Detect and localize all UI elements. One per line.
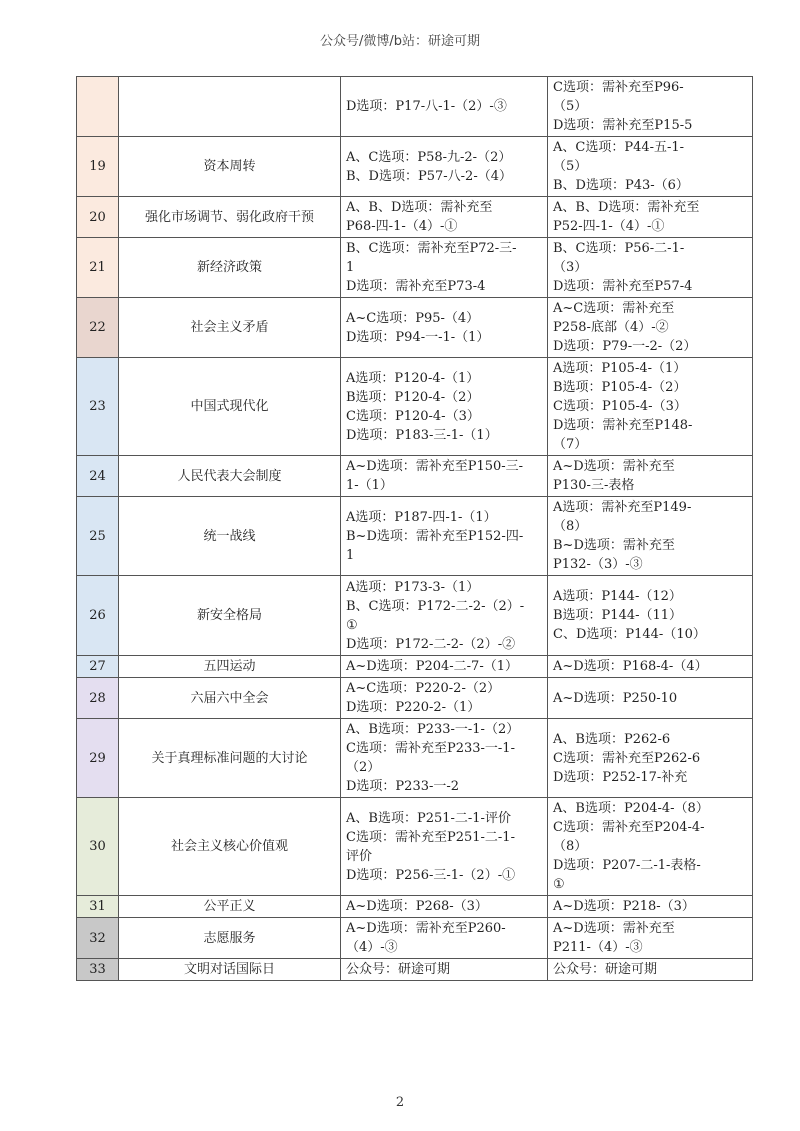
option-ref-line: A、B选项：P251-二-1-评价	[346, 810, 511, 826]
option-ref-cell-b	[548, 456, 753, 497]
option-ref-line: D选项：需补充至P73-4	[346, 279, 486, 294]
option-ref-line: C选项：需补充至P251-二-1-	[346, 829, 515, 845]
option-ref-cell-b	[548, 137, 753, 197]
table-row	[77, 656, 753, 678]
option-ref-line: A、C选项：P44-五-1-	[553, 140, 685, 155]
table-row	[77, 238, 753, 298]
option-ref-line: ①	[346, 617, 358, 633]
topic-cell: 新安全格局	[119, 576, 341, 656]
option-ref-line: C选项：需补充至P233-一-1-	[346, 741, 515, 756]
table-row	[77, 678, 753, 719]
option-ref-line: D选项：需补充至P57-4	[553, 279, 693, 294]
option-ref-line: D选项：P17-八-1-（2）-③	[346, 99, 507, 114]
option-ref-line: A~D选项：需补充至P150-三-	[346, 459, 524, 474]
topic-cell: 文明对话国际日	[119, 959, 341, 981]
table-row	[77, 959, 753, 981]
option-ref-line: 1-（1）	[346, 478, 393, 493]
option-ref-cell-b	[548, 798, 753, 896]
option-ref-cell-a	[341, 456, 548, 497]
option-ref-line: P258-底部（4）-②	[553, 320, 669, 335]
option-ref-line: C选项：需补充至P262-6	[553, 750, 701, 766]
table-row	[77, 137, 753, 197]
option-ref-cell-a	[341, 719, 548, 798]
topic-cell: 资本周转	[119, 137, 341, 197]
topic-cell: 新经济政策	[119, 238, 341, 298]
table-row	[77, 456, 753, 497]
option-ref-line: （3）	[553, 260, 588, 275]
option-ref-cell-b	[548, 719, 753, 798]
page-number: 2	[395, 1095, 405, 1110]
option-ref-cell-a	[341, 197, 548, 238]
table-row	[77, 798, 753, 896]
row-number: 21	[77, 238, 119, 298]
option-ref-line: B、C选项：需补充至P72-三-	[346, 241, 517, 256]
answer-reference-table	[76, 76, 753, 981]
option-ref-line: D选项：P256-三-1-（2）-①	[346, 867, 516, 883]
row-number: 25	[77, 497, 119, 576]
option-ref-line: （7）	[553, 437, 588, 452]
option-ref-cell-b	[548, 678, 753, 719]
option-ref-line: C选项：需补充至P96-	[553, 80, 684, 95]
option-ref-line: D选项：P220-2-（1）	[346, 700, 481, 715]
table-row	[77, 77, 753, 137]
option-ref-line: 公众号：研途可期	[553, 962, 658, 977]
topic-cell	[119, 77, 341, 137]
option-ref-cell-a	[341, 298, 548, 358]
table-row	[77, 298, 753, 358]
option-ref-line: A选项：P173-3-（1）	[346, 579, 480, 595]
row-number: 22	[77, 298, 119, 358]
option-ref-cell-b	[548, 238, 753, 298]
option-ref-line: A选项：P120-4-（1）	[346, 370, 480, 386]
option-ref-cell-a	[341, 358, 548, 456]
option-ref-cell-b	[548, 656, 753, 678]
row-number: 30	[77, 798, 119, 896]
row-number: 27	[77, 656, 119, 678]
row-number: 31	[77, 896, 119, 918]
table-row	[77, 358, 753, 456]
row-number: 20	[77, 197, 119, 238]
option-ref-line: P130-三-表格	[553, 478, 635, 493]
option-ref-cell-a	[341, 576, 548, 656]
row-number: 23	[77, 358, 119, 456]
option-ref-line: B选项：P144-（11）	[553, 608, 683, 623]
option-ref-line: A~D选项：P250-10	[553, 690, 678, 706]
table-row	[77, 918, 753, 959]
topic-cell: 六届六中全会	[119, 678, 341, 719]
option-ref-cell-a	[341, 798, 548, 896]
option-ref-line: （5）	[553, 99, 588, 114]
option-ref-cell-a	[341, 497, 548, 576]
row-number: 24	[77, 456, 119, 497]
option-ref-line: A~C选项：需补充至	[553, 301, 675, 316]
option-ref-line: D选项：P94-一-1-（1）	[346, 329, 490, 345]
row-number: 19	[77, 137, 119, 197]
option-ref-line: A、B、D选项：需补充至	[553, 200, 700, 215]
option-ref-line: A、B选项：P262-6	[553, 731, 671, 747]
option-ref-line: B、C选项：P56-二-1-	[553, 241, 685, 256]
option-ref-line: A、C选项：P58-九-2-（2）	[346, 149, 512, 165]
option-ref-line: C、D选项：P144-（10）	[553, 627, 706, 642]
option-ref-line: A~C选项：P95-（4）	[346, 310, 480, 326]
topic-cell: 志愿服务	[119, 918, 341, 959]
topic-cell: 五四运动	[119, 656, 341, 678]
topic-cell: 强化市场调节、弱化政府干预	[119, 197, 341, 238]
option-ref-line: A~D选项：P218-（3）	[553, 899, 695, 914]
option-ref-line: A选项：需补充至P149-	[553, 500, 692, 515]
option-ref-cell-b	[548, 959, 753, 981]
option-ref-line: A~D选项：P168-4-（4）	[553, 659, 708, 674]
option-ref-line: 1	[346, 547, 355, 563]
topic-cell: 社会主义核心价值观	[119, 798, 341, 896]
option-ref-cell-b	[548, 576, 753, 656]
option-ref-line: A选项：P105-4-（1）	[553, 361, 687, 376]
option-ref-cell-b	[548, 77, 753, 137]
option-ref-line: D选项：P79-一-2-（2）	[553, 339, 697, 354]
option-ref-line: 1	[346, 260, 355, 275]
option-ref-line: B~D选项：需补充至P152-四-	[346, 528, 524, 544]
option-ref-line: （5）	[553, 159, 588, 174]
option-ref-line: 评价	[346, 848, 373, 864]
option-ref-line: A、B、D选项：需补充至	[346, 200, 493, 215]
topic-cell: 统一战线	[119, 497, 341, 576]
option-ref-line: D选项：需补充至P15-5	[553, 118, 693, 133]
option-ref-line: A~D选项：P204-二-7-（1）	[346, 659, 518, 674]
table-body	[77, 77, 753, 981]
row-number: 32	[77, 918, 119, 959]
option-ref-line: A、B选项：P204-4-（8）	[553, 801, 709, 816]
option-ref-line: D选项：P252-17-补充	[553, 769, 688, 785]
option-ref-line: P132-（3）-③	[553, 557, 643, 572]
option-ref-line: （8）	[553, 839, 588, 854]
option-ref-line: P52-四-1-（4）-①	[553, 219, 665, 234]
option-ref-cell-b	[548, 896, 753, 918]
option-ref-line: C选项：需补充至P204-4-	[553, 820, 705, 835]
table-row	[77, 497, 753, 576]
option-ref-cell-b	[548, 918, 753, 959]
option-ref-line: A选项：P187-四-1-（1）	[346, 509, 497, 525]
page-header: 公众号/微博/b站：研途可期	[319, 34, 480, 49]
option-ref-line: B、D选项：P57-八-2-（4）	[346, 168, 512, 184]
row-number: 28	[77, 678, 119, 719]
option-ref-line: P211-（4）-③	[553, 940, 643, 955]
option-ref-cell-a	[341, 238, 548, 298]
option-ref-line: （2）	[346, 760, 381, 775]
topic-cell: 关于真理标准问题的大讨论	[119, 719, 341, 798]
option-ref-line: C选项：P105-4-（3）	[553, 399, 687, 414]
option-ref-line: C选项：P120-4-（3）	[346, 408, 480, 424]
row-number: 26	[77, 576, 119, 656]
row-number: 33	[77, 959, 119, 981]
option-ref-line: A选项：P144-（12）	[553, 589, 682, 604]
option-ref-cell-a	[341, 77, 548, 137]
option-ref-line: B、D选项：P43-（6）	[553, 178, 689, 193]
option-ref-line: （8）	[553, 519, 588, 534]
option-ref-line: D选项：P233-一-2	[346, 779, 460, 794]
option-ref-line: D选项：P207-二-1-表格-	[553, 858, 701, 873]
option-ref-line: ①	[553, 877, 565, 892]
option-ref-cell-b	[548, 197, 753, 238]
table-row	[77, 719, 753, 798]
option-ref-line: A~D选项：需补充至P260-	[346, 921, 506, 936]
option-ref-cell-a	[341, 918, 548, 959]
option-ref-cell-a	[341, 656, 548, 678]
option-ref-line: D选项：需补充至P148-	[553, 418, 693, 433]
option-ref-line: 公众号：研途可期	[346, 962, 451, 977]
option-ref-line: B选项：P105-4-（2）	[553, 380, 687, 395]
option-ref-line: A~D选项：需补充至	[553, 459, 675, 474]
table-row	[77, 576, 753, 656]
option-ref-line: B选项：P120-4-（2）	[346, 389, 480, 405]
option-ref-line: A、B选项：P233-一-1-（2）	[346, 722, 520, 737]
topic-cell: 社会主义矛盾	[119, 298, 341, 358]
option-ref-line: A~D选项：需补充至	[553, 921, 675, 936]
option-ref-line: B~D选项：需补充至	[553, 538, 675, 553]
topic-cell: 中国式现代化	[119, 358, 341, 456]
option-ref-line: D选项：P172-二-2-（2）-②	[346, 636, 516, 652]
table-row	[77, 896, 753, 918]
option-ref-line: A~C选项：P220-2-（2）	[346, 681, 501, 696]
option-ref-line: B、C选项：P172-二-2-（2）-	[346, 598, 525, 614]
option-ref-cell-a	[341, 896, 548, 918]
option-ref-line: P68-四-1-（4）-①	[346, 219, 458, 234]
option-ref-cell-b	[548, 497, 753, 576]
option-ref-line: D选项：P183-三-1-（1）	[346, 427, 498, 443]
option-ref-line: （4）-③	[346, 940, 398, 955]
topic-cell: 人民代表大会制度	[119, 456, 341, 497]
option-ref-cell-a	[341, 137, 548, 197]
option-ref-cell-b	[548, 358, 753, 456]
row-number	[77, 77, 119, 137]
table-row	[77, 197, 753, 238]
topic-cell: 公平正义	[119, 896, 341, 918]
option-ref-cell-b	[548, 298, 753, 358]
row-number: 29	[77, 719, 119, 798]
option-ref-cell-a	[341, 678, 548, 719]
option-ref-line: A~D选项：P268-（3）	[346, 899, 488, 914]
option-ref-cell-a	[341, 959, 548, 981]
